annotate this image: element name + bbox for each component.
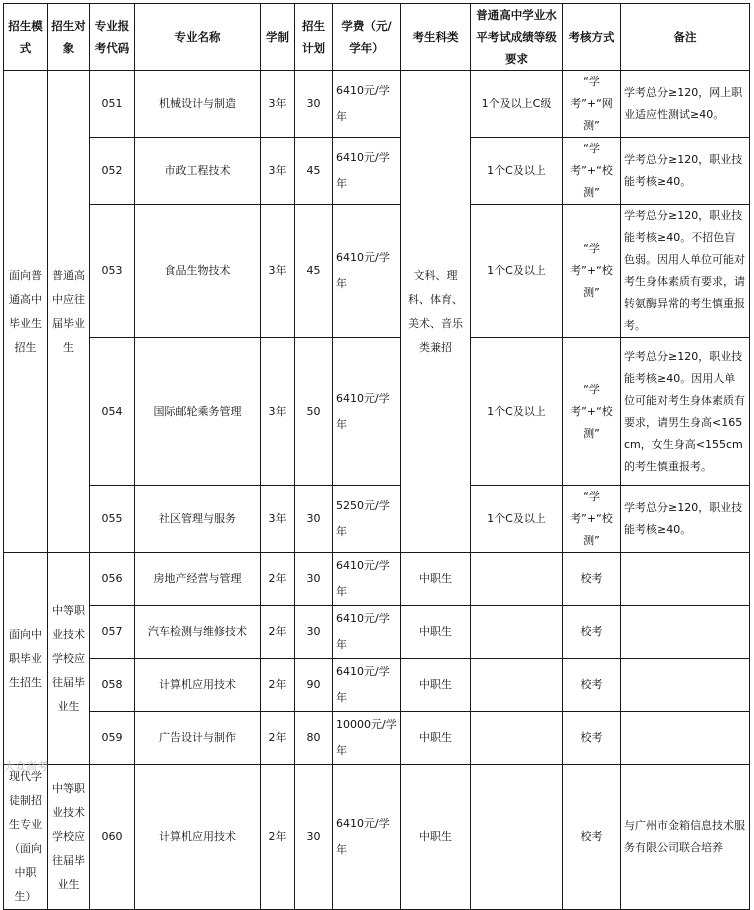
- target-cell: 中等职业技术学校应往届毕业生: [48, 553, 90, 765]
- exam-cell: 校考: [563, 712, 621, 765]
- header-category: 考生科类: [401, 4, 471, 71]
- category-cell: 中职生: [401, 606, 471, 659]
- years-cell: 3年: [261, 71, 295, 138]
- header-target: 招生对象: [48, 4, 90, 71]
- level-cell: 1个C及以上: [471, 338, 563, 486]
- fee-cell: 6410元/学年: [333, 138, 401, 205]
- level-cell: 1个C及以上: [471, 486, 563, 553]
- plan-cell: 30: [295, 71, 333, 138]
- name-cell: 房地产经营与管理: [135, 553, 261, 606]
- code-cell: 052: [90, 138, 135, 205]
- note-cell: [621, 659, 750, 712]
- category-cell: 中职生: [401, 553, 471, 606]
- mode-cell: 面向中职毕业生招生: [4, 553, 48, 765]
- code-cell: 055: [90, 486, 135, 553]
- exam-cell: 校考: [563, 606, 621, 659]
- level-cell: [471, 659, 563, 712]
- note-cell: 学考总分≥120，职业技能考核≥40。因用人单位可能对考生身体素质有要求，请男生身高<165cm，女生身高<155cm的考生慎重报考。: [621, 338, 750, 486]
- code-cell: 058: [90, 659, 135, 712]
- mode-cell: 面向普通高中毕业生招生: [4, 71, 48, 553]
- years-cell: 2年: [261, 765, 295, 910]
- mode-cell: 现代学徒制招生专业（面向中职生）: [4, 765, 48, 910]
- table-row: [4, 71, 750, 138]
- name-cell: 计算机应用技术: [135, 659, 261, 712]
- note-cell: 学考总分≥120，职业技能考核≥40。: [621, 138, 750, 205]
- exam-cell: 校考: [563, 765, 621, 910]
- table-row: [4, 138, 750, 205]
- years-cell: 2年: [261, 606, 295, 659]
- header-exam: 考核方式: [563, 4, 621, 71]
- fee-cell: 6410元/学年: [333, 553, 401, 606]
- level-cell: [471, 553, 563, 606]
- table-row: [4, 553, 750, 606]
- fee-cell: 6410元/学年: [333, 765, 401, 910]
- level-cell: [471, 765, 563, 910]
- table-row: [4, 659, 750, 712]
- years-cell: 3年: [261, 486, 295, 553]
- years-cell: 2年: [261, 712, 295, 765]
- years-cell: 2年: [261, 659, 295, 712]
- exam-cell: “学考”+“校测”: [563, 338, 621, 486]
- fee-cell: 5250元/学年: [333, 486, 401, 553]
- header-level: 普通高中学业水平考试成绩等级要求: [471, 4, 563, 71]
- header-row: [4, 4, 750, 71]
- name-cell: 广告设计与制作: [135, 712, 261, 765]
- note-cell: [621, 712, 750, 765]
- name-cell: 汽车检测与维修技术: [135, 606, 261, 659]
- table-row: [4, 765, 750, 910]
- fee-cell: 6410元/学年: [333, 659, 401, 712]
- watermark: 大众高考: [4, 760, 48, 773]
- level-cell: 1个及以上C级: [471, 71, 563, 138]
- code-cell: 059: [90, 712, 135, 765]
- code-cell: 057: [90, 606, 135, 659]
- years-cell: 2年: [261, 553, 295, 606]
- note-cell: 学考总分≥120，网上职业适应性测试≥40。: [621, 71, 750, 138]
- plan-cell: 80: [295, 712, 333, 765]
- exam-cell: 校考: [563, 553, 621, 606]
- target-cell: 普通高中应往届毕业生: [48, 71, 90, 553]
- note-cell: [621, 606, 750, 659]
- name-cell: 计算机应用技术: [135, 765, 261, 910]
- header-mode: 招生模式: [4, 4, 48, 71]
- table-row: [4, 205, 750, 338]
- header-plan: 招生计划: [295, 4, 333, 71]
- fee-cell: 10000元/学年: [333, 712, 401, 765]
- table-row: [4, 606, 750, 659]
- name-cell: 国际邮轮乘务管理: [135, 338, 261, 486]
- level-cell: 1个C及以上: [471, 138, 563, 205]
- header-code: 专业报考代码: [90, 4, 135, 71]
- category-cell: 中职生: [401, 712, 471, 765]
- exam-cell: “学考”+“网测”: [563, 71, 621, 138]
- header-years: 学制: [261, 4, 295, 71]
- code-cell: 056: [90, 553, 135, 606]
- code-cell: 054: [90, 338, 135, 486]
- table-row: [4, 712, 750, 765]
- header-fee: 学费（元/学年）: [333, 4, 401, 71]
- table-row: [4, 486, 750, 553]
- target-cell: 中等职业技术学校应往届毕业生: [48, 765, 90, 910]
- exam-cell: “学考”+“校测”: [563, 486, 621, 553]
- name-cell: 社区管理与服务: [135, 486, 261, 553]
- name-cell: 机械设计与制造: [135, 71, 261, 138]
- code-cell: 053: [90, 205, 135, 338]
- plan-cell: 30: [295, 765, 333, 910]
- note-cell: [621, 553, 750, 606]
- note-cell: 与广州市金箱信息技术服务有限公司联合培养: [621, 765, 750, 910]
- level-cell: [471, 606, 563, 659]
- admission-table: [3, 3, 750, 910]
- fee-cell: 6410元/学年: [333, 71, 401, 138]
- years-cell: 3年: [261, 138, 295, 205]
- plan-cell: 50: [295, 338, 333, 486]
- code-cell: 051: [90, 71, 135, 138]
- table-row: [4, 338, 750, 486]
- plan-cell: 45: [295, 138, 333, 205]
- code-cell: 060: [90, 765, 135, 910]
- plan-cell: 30: [295, 486, 333, 553]
- header-note: 备注: [621, 4, 750, 71]
- fee-cell: 6410元/学年: [333, 205, 401, 338]
- level-cell: 1个C及以上: [471, 205, 563, 338]
- exam-cell: “学考”+“校测”: [563, 138, 621, 205]
- plan-cell: 90: [295, 659, 333, 712]
- name-cell: 市政工程技术: [135, 138, 261, 205]
- years-cell: 3年: [261, 338, 295, 486]
- level-cell: [471, 712, 563, 765]
- fee-cell: 6410元/学年: [333, 606, 401, 659]
- exam-cell: 校考: [563, 659, 621, 712]
- header-name: 专业名称: [135, 4, 261, 71]
- category-cell: 中职生: [401, 659, 471, 712]
- plan-cell: 30: [295, 606, 333, 659]
- note-cell: 学考总分≥120，职业技能考核≥40。: [621, 486, 750, 553]
- exam-cell: “学考”+“校测”: [563, 205, 621, 338]
- plan-cell: 30: [295, 553, 333, 606]
- category-cell: 中职生: [401, 765, 471, 910]
- name-cell: 食品生物技术: [135, 205, 261, 338]
- fee-cell: 6410元/学年: [333, 338, 401, 486]
- years-cell: 3年: [261, 205, 295, 338]
- note-cell: 学考总分≥120，职业技能考核≥40。不招色盲色弱。因用人单位可能对考生身体素质有要求，请转氨酶异常的考生慎重报考。: [621, 205, 750, 338]
- category-cell: 文科、理科、体育、美术、音乐类兼招: [401, 71, 471, 553]
- plan-cell: 45: [295, 205, 333, 338]
